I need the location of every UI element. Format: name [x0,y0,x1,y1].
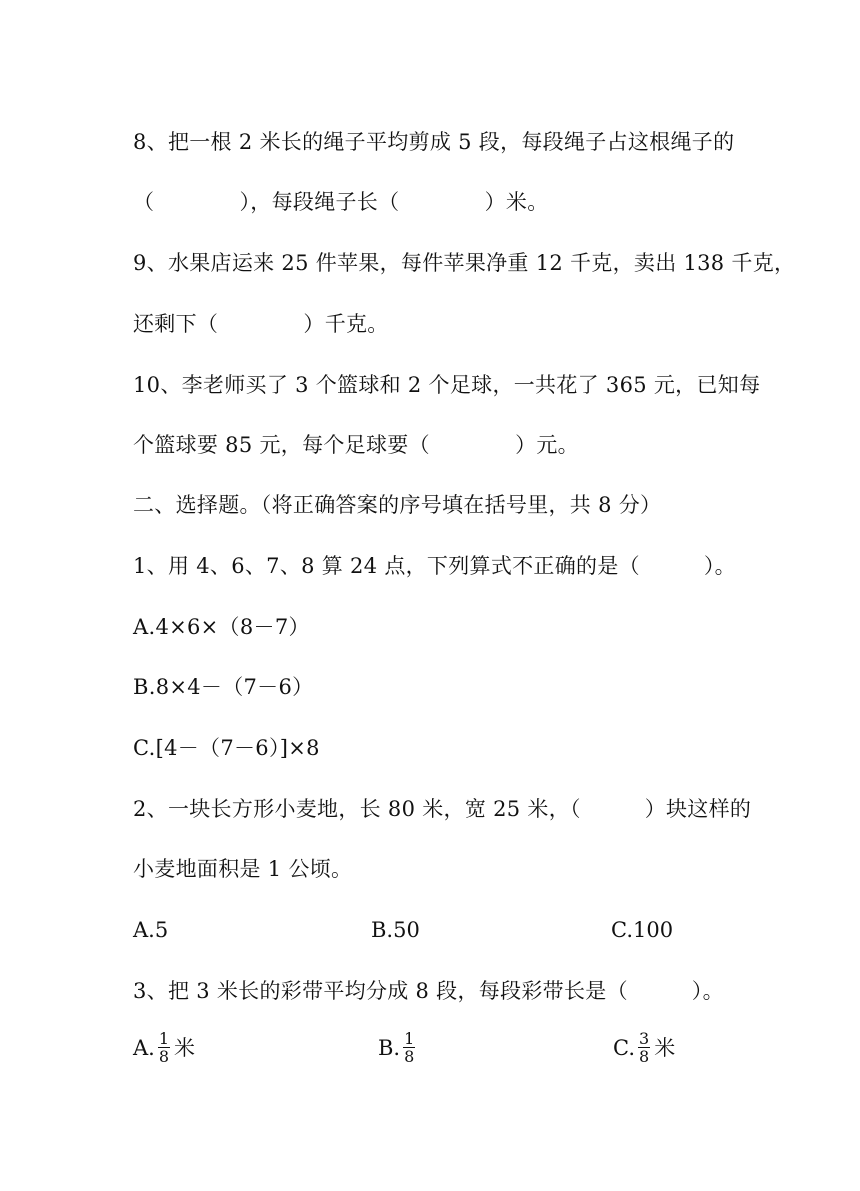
option-a-unit: 米 [174,1035,196,1060]
option-b-prefix: B. [378,1035,401,1060]
q8-line-2: （ ），每段绳子长（ ）米。 [133,190,549,214]
fraction-numerator: 3 [639,1029,650,1048]
q10-line-1: 10、李老师买了 3 个篮球和 2 个足球，一共花了 365 元，已知每 [133,373,761,397]
fraction-one-eighth [402,1030,416,1065]
choice-2-option-a: A.5 [133,918,169,942]
choice-2-line-1: 2、一块长方形小麦地，长 80 米，宽 25 米，（ ）块这样的 [133,797,752,821]
option-a-prefix: A. [133,1035,155,1060]
choice-3-option-c [613,1030,675,1065]
choice-1-option-b: B.8×4－（7－6） [133,675,314,699]
q9-line-2: 还剩下（ ）千克。 [133,312,389,336]
choice-3-option-a [133,1030,195,1065]
choice-2-line-2: 小麦地面积是 1 公顷。 [133,857,353,881]
fraction-numerator: 1 [158,1029,170,1048]
choice-1-option-a: A.4×6×（8－7） [133,615,310,639]
choice-2-option-c: C.100 [611,918,674,942]
fraction-numerator: 1 [404,1029,415,1048]
fraction-denominator: 8 [404,1047,415,1066]
fraction-one-eighth [157,1030,171,1065]
option-c-prefix: C. [613,1035,635,1060]
q10-line-2: 个篮球要 85 元，每个足球要（ ）元。 [133,433,579,457]
choice-1-option-c: C.[4－（7－6）]×8 [133,736,320,760]
q8-line-1: 8、把一根 2 米长的绳子平均剪成 5 段，每段绳子占这根绳子的 [133,130,735,154]
q9-line-1: 9、水果店运来 25 件苹果，每件苹果净重 12 千克，卖出 138 千克， [133,251,796,275]
option-c-unit: 米 [654,1035,676,1060]
fraction-denominator: 8 [158,1047,170,1066]
choice-2-option-b: B.50 [371,918,420,942]
choice-1-question: 1、用 4、6、7、8 算 24 点，下列算式不正确的是（ ）。 [133,554,736,578]
section-2-heading: 二、选择题。（将正确答案的序号填在括号里，共 8 分） [133,493,662,517]
fraction-three-eighths [637,1030,651,1065]
fraction-denominator: 8 [639,1047,650,1066]
choice-3-question: 3、把 3 米长的彩带平均分成 8 段，每段彩带长是（ ）。 [133,979,724,1003]
choice-3-option-b [378,1030,419,1065]
